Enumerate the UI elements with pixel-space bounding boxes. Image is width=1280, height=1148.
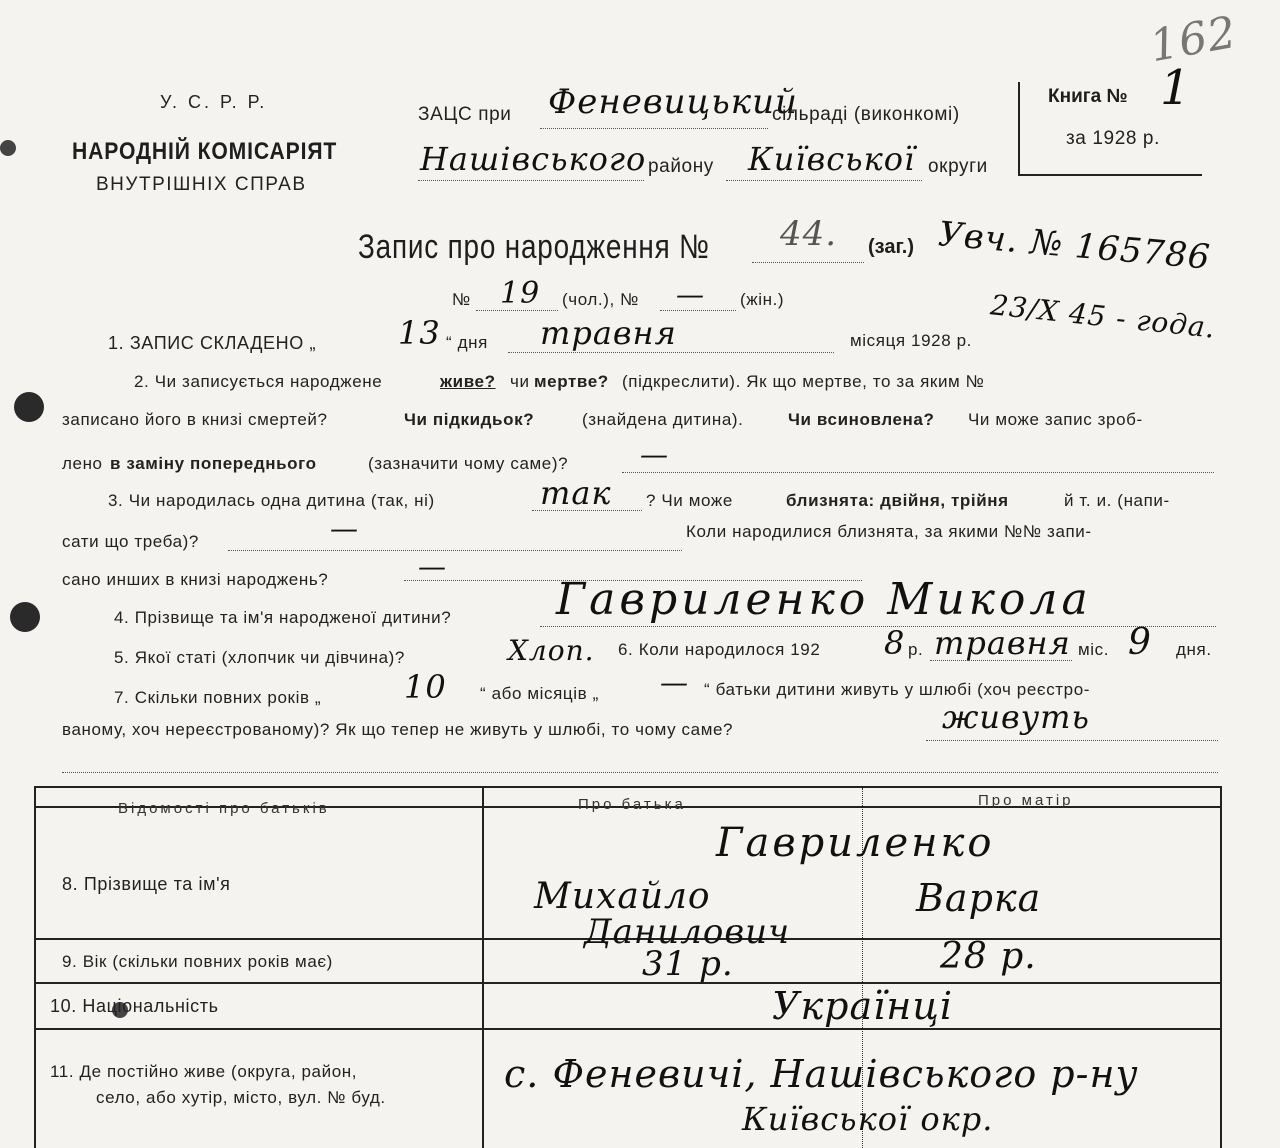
- page-number: 162: [1146, 6, 1241, 73]
- table-row-line-3: [36, 1028, 1220, 1030]
- side-note-date-handwritten: 23/Х 45 - года.: [988, 288, 1218, 345]
- row-residence-label-2: село, або хутір, місто, вул. № буд.: [96, 1088, 386, 1107]
- q2-or: чи: [510, 372, 530, 391]
- q1-day-label: “ дня: [446, 333, 488, 352]
- q4-name-line: [540, 626, 1216, 627]
- q7-line2-a: ваному, хоч нереєстрованому)? Як що тепер не живуть у шлюбі, то чому саме?: [62, 720, 734, 739]
- district-handwritten: Нашівського: [420, 140, 647, 178]
- q2-line2-a: записано його в книзі смертей?: [62, 410, 328, 429]
- region-line: [726, 180, 922, 181]
- general-label: (заг.): [868, 236, 915, 258]
- q2-line3-a: лено: [62, 454, 103, 473]
- record-number-line: [752, 262, 864, 263]
- residence-handwritten: с. Феневичі, Нашівського р-ну: [504, 1052, 1139, 1096]
- row-age-label: 9. Вік (скільки повних років має): [62, 952, 333, 971]
- q3-line1-c: й т. и. (напи-: [1064, 491, 1170, 510]
- q3-twins: близнята: двійня, трійня: [786, 491, 1009, 510]
- mother-age-handwritten: 28 р.: [940, 936, 1037, 977]
- q3-twins-line: [228, 550, 682, 551]
- q6-day-handwritten: 9: [1128, 622, 1152, 663]
- q3-line1-a: 3. Чи народилась одна дитина (так, ні): [108, 491, 435, 510]
- district-line: [418, 180, 644, 181]
- nationality-handwritten: Українці: [772, 984, 953, 1028]
- q1-year-label: місяця 1928 р.: [850, 331, 972, 350]
- q1-month-line: [508, 352, 834, 353]
- q7-line1-c: “ батьки дитини живуть у шлюбі (хоч реєстро-: [704, 680, 1091, 699]
- q7-reason-line: [926, 740, 1218, 741]
- q3-single-line: [532, 510, 642, 511]
- q2-line3-b: (зазначити чому саме)?: [368, 454, 569, 473]
- q4-name-handwritten: Гавриленко Микола: [556, 574, 1092, 625]
- q1-label: 1. ЗАПИС СКЛАДЕНО „: [108, 333, 317, 353]
- department-label: ВНУТРІШНІХ СПРАВ: [96, 174, 307, 195]
- q2-adopted: Чи всиновлена?: [788, 410, 935, 429]
- district-label: району: [648, 156, 714, 177]
- zags-prefix: ЗАЦС при: [418, 104, 512, 125]
- q7-years-handwritten: 10: [404, 668, 447, 706]
- q4-label: 4. Прізвище та ім'я народженої дитини?: [114, 608, 452, 627]
- q2-replacement: в заміну попереднього: [110, 454, 317, 473]
- q2-line2-c: Чи може запис зроб-: [968, 410, 1143, 429]
- q7-extra-line: [62, 772, 1218, 773]
- col-header-mother: Про матір: [978, 792, 1074, 809]
- father-name-handwritten: Михайло: [534, 876, 711, 917]
- q6-year-handwritten: 8: [884, 624, 906, 662]
- q2-line1: 2. Чи записується народжене: [134, 372, 383, 391]
- table-row-line-2: [36, 982, 1220, 984]
- q2-line3-fill: [622, 472, 1214, 473]
- q6-label: 6. Коли народилося 192: [618, 640, 821, 659]
- region-label: округи: [928, 156, 988, 177]
- father-age-handwritten: 31 р.: [642, 944, 734, 984]
- family-name-handwritten: Гавриленко: [716, 820, 995, 866]
- q3-twins-handwritten: —: [330, 512, 359, 545]
- punch-hole-top: [14, 392, 44, 422]
- record-title: Запис про народження №: [358, 228, 710, 266]
- q3-line2-b: Коли народилися близнята, за якими №№ запи-: [686, 522, 1092, 541]
- q3-others-handwritten: —: [418, 550, 447, 583]
- book-year: за 1928 р.: [1066, 128, 1160, 149]
- q7-months-handwritten: —: [660, 666, 689, 699]
- q3-line1-b: ? Чи може: [646, 491, 733, 510]
- row-nationality-label: 10. Національність: [50, 996, 219, 1016]
- q5-sex-handwritten: Хлоп.: [508, 634, 595, 667]
- book-label: Книга №: [1048, 86, 1128, 107]
- region-handwritten: Київської: [748, 140, 916, 178]
- commissariat-label: НАРОДНІЙ КОМІСАРІЯТ: [72, 138, 338, 165]
- male-number-label: (чол.), №: [562, 290, 639, 309]
- female-number-label: (жін.): [740, 290, 785, 309]
- male-number-line: [476, 310, 558, 311]
- q7-reason-handwritten: живуть: [942, 698, 1090, 736]
- q3-line2-a: сати що треба)?: [62, 532, 199, 551]
- male-number-handwritten: 19: [500, 276, 541, 311]
- record-number-handwritten: 44.: [780, 214, 838, 254]
- female-number-line: [660, 310, 736, 311]
- q6-month-label: міс.: [1078, 640, 1110, 659]
- q1-day-handwritten: 13: [398, 314, 441, 352]
- zags-suffix: сільраді (виконкомі): [772, 104, 960, 125]
- q7-line1-a: 7. Скільки повних років „: [114, 688, 322, 707]
- q3-single-handwritten: так: [540, 474, 612, 512]
- father-patronymic-handwritten: Данилович: [584, 912, 791, 952]
- republic-label: У. С. Р. Р.: [160, 92, 268, 112]
- table-divider-1: [482, 788, 484, 1148]
- book-number-handwritten: 1: [1160, 60, 1192, 116]
- q2-foundling: Чи підкидьок?: [404, 410, 535, 429]
- q6-month-handwritten: травня: [934, 624, 1071, 662]
- q2-line2-b: (знайдена дитина).: [582, 410, 744, 429]
- q7-line1-b: “ або місяців „: [480, 684, 599, 703]
- q2-dead: мертве?: [534, 372, 609, 391]
- female-number-handwritten: —: [676, 278, 705, 311]
- col-header-father: Про батька: [578, 796, 686, 813]
- mother-name-handwritten: Варка: [916, 876, 1042, 920]
- side-note-handwritten: Увч. № 165786: [936, 214, 1213, 278]
- q3-line3-a: сано инших в книзі народжень?: [62, 570, 329, 589]
- col-header-info: Відомості про батьків: [118, 800, 330, 817]
- punch-hole-margin: [0, 140, 16, 156]
- zags-village-line: [540, 128, 768, 129]
- q6-month-line: [930, 660, 1072, 661]
- punch-hole-bottom: [10, 602, 40, 632]
- q2-replacement-handwritten: —: [640, 438, 669, 471]
- row-residence-label-1: 11. Де постійно живе (округа, район,: [50, 1062, 358, 1081]
- q5-label: 5. Якої статі (хлопчик чи дівчина)?: [114, 648, 405, 667]
- q2-alive: живе?: [440, 372, 496, 391]
- male-number-prefix: №: [452, 290, 471, 309]
- q1-month-handwritten: травня: [540, 314, 677, 352]
- q6-year-suffix: р.: [908, 640, 924, 659]
- zags-village-handwritten: Феневицький: [548, 82, 798, 122]
- q6-day-label: дня.: [1176, 640, 1212, 659]
- row-name-label: 8. Прізвище та ім'я: [62, 874, 231, 894]
- residence-region-handwritten: Київської окр.: [742, 1100, 994, 1138]
- q2-line1-rest: (підкреслити). Як що мертве, то за яким №: [622, 372, 985, 391]
